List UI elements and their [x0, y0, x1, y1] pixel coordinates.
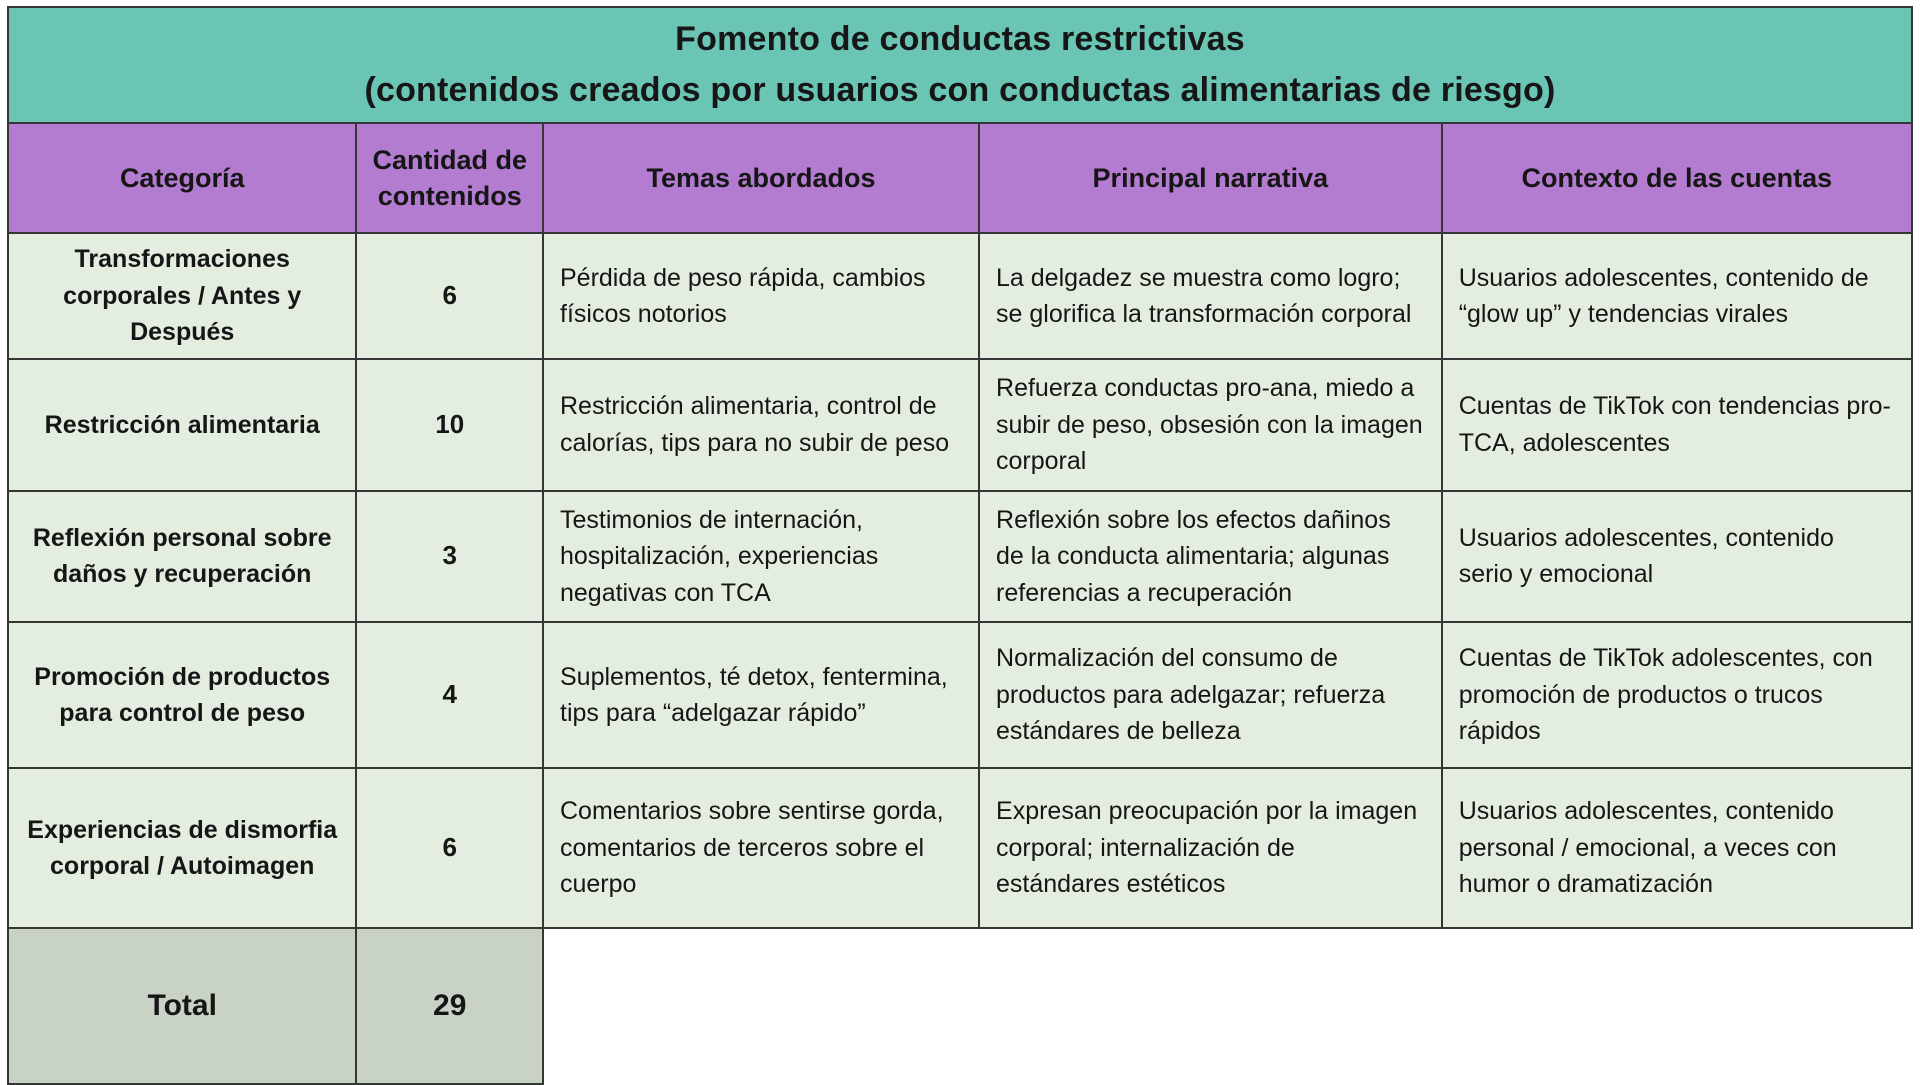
- total-value-cell: 29: [356, 928, 543, 1084]
- category-cell: Promoción de productos para control de peso: [8, 622, 356, 768]
- count-cell: 10: [356, 359, 543, 491]
- category-cell: Restricción alimentaria: [8, 359, 356, 491]
- column-header-contexto: Contexto de las cuentas: [1442, 123, 1912, 233]
- narrative-cell: La delgadez se muestra como logro; se glorifica la transformación corporal: [979, 233, 1442, 359]
- context-cell: Usuarios adolescentes, contenido serio y emocional: [1442, 491, 1912, 623]
- category-cell: Reflexión personal sobre daños y recuperación: [8, 491, 356, 623]
- context-cell: Cuentas de TikTok adolescentes, con promoción de productos o trucos rápidos: [1442, 622, 1912, 768]
- topics-cell: Testimonios de internación, hospitalización, experiencias negativas con TCA: [543, 491, 979, 623]
- context-cell: Cuentas de TikTok con tendencias pro-TCA, adolescentes: [1442, 359, 1912, 491]
- table-title-line2: (contenidos creados por usuarios con conductas alimentarias de riesgo): [364, 71, 1556, 109]
- table-header: [8, 123, 1912, 233]
- table-footer: [8, 928, 1912, 1084]
- table-row: [8, 491, 1912, 623]
- topics-cell: Restricción alimentaria, control de calorías, tips para no subir de peso: [543, 359, 979, 491]
- narrative-cell: Expresan preocupación por la imagen corporal; internalización de estándares estéticos: [979, 768, 1442, 928]
- count-cell: 6: [356, 768, 543, 928]
- context-cell: Usuarios adolescentes, contenido de “glow up” y tendencias virales: [1442, 233, 1912, 359]
- narrative-cell: Refuerza conductas pro-ana, miedo a subir de peso, obsesión con la imagen corporal: [979, 359, 1442, 491]
- table-row: [8, 622, 1912, 768]
- narrative-cell: Normalización del consumo de productos para adelgazar; refuerza estándares de belleza: [979, 622, 1442, 768]
- category-cell: Experiencias de dismorfia corporal / Autoimagen: [8, 768, 356, 928]
- topics-cell: Suplementos, té detox, fentermina, tips para “adelgazar rápido”: [543, 622, 979, 768]
- total-row: [8, 928, 1912, 1084]
- count-cell: 6: [356, 233, 543, 359]
- topics-cell: Comentarios sobre sentirse gorda, comentarios de terceros sobre el cuerpo: [543, 768, 979, 928]
- content-table: [7, 122, 1913, 1085]
- category-cell: Transformaciones corporales / Antes y Después: [8, 233, 356, 359]
- table-title: [7, 6, 1913, 122]
- table-row: [8, 233, 1912, 359]
- column-header-temas: Temas abordados: [543, 123, 979, 233]
- empty-footer-cell: [543, 928, 1912, 1084]
- table-row: [8, 359, 1912, 491]
- column-header-narrativa: Principal narrativa: [979, 123, 1442, 233]
- topics-cell: Pérdida de peso rápida, cambios físicos notorios: [543, 233, 979, 359]
- table-body: [8, 233, 1912, 928]
- narrative-cell: Reflexión sobre los efectos dañinos de la conducta alimentaria; algunas referencias a recuperación: [979, 491, 1442, 623]
- total-label-cell: Total: [8, 928, 356, 1084]
- column-header-categoria: Categoría: [8, 123, 356, 233]
- column-header-cantidad: Cantidad de contenidos: [356, 123, 543, 233]
- header-row: [8, 123, 1912, 233]
- count-cell: 4: [356, 622, 543, 768]
- context-cell: Usuarios adolescentes, contenido personal / emocional, a veces con humor o dramatización: [1442, 768, 1912, 928]
- count-cell: 3: [356, 491, 543, 623]
- table-row: [8, 768, 1912, 928]
- table-title-line1: Fomento de conductas restrictivas: [675, 20, 1245, 58]
